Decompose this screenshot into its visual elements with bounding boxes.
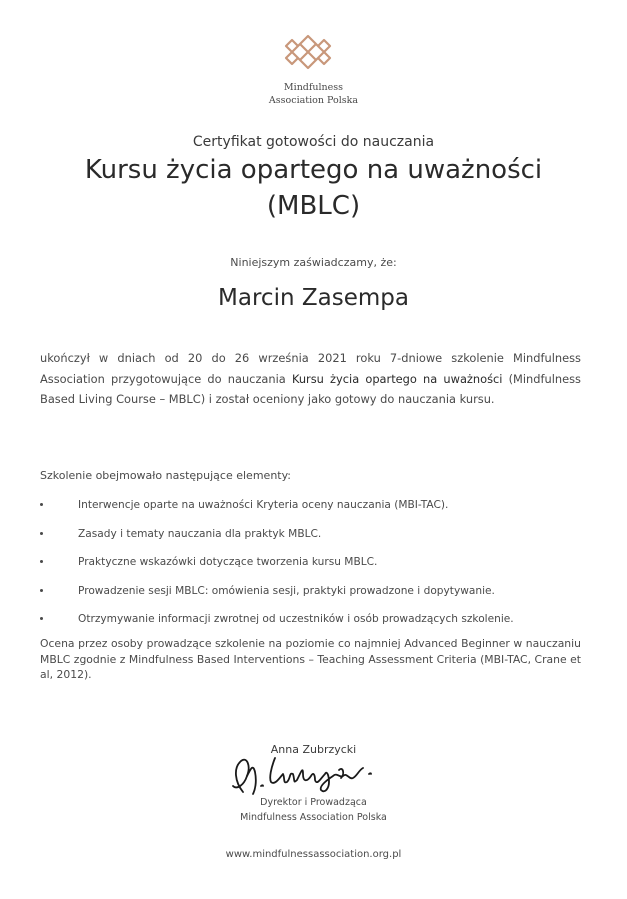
certificate-subtitle: Certyfikat gotowości do nauczania xyxy=(192,134,435,150)
org-name-line1: Mindfulness xyxy=(283,82,344,93)
signer-name: Anna Zubrzycki xyxy=(270,743,357,756)
org-name-line2: Association Polska xyxy=(268,95,359,106)
bullet-dot-icon xyxy=(40,503,43,506)
bullet-dot-icon xyxy=(40,589,43,592)
bullet-dot-icon xyxy=(40,560,43,563)
organization-name xyxy=(0,81,627,107)
list-item-text: Otrzymywanie informacji zwrotnej od uczestników i osób prowadzących szkolenie. xyxy=(78,613,514,625)
certify-text: Niniejszym zaświadczamy, że: xyxy=(230,256,397,269)
curriculum-intro: Szkolenie obejmowało następujące elementy: xyxy=(40,469,292,482)
curriculum-list xyxy=(40,496,600,639)
completion-paragraph xyxy=(40,348,581,410)
list-item-text: Prowadzenie sesji MBLC: omówienia sesji, praktyki prowadzone i dopytywanie. xyxy=(78,584,495,597)
list-item xyxy=(40,582,600,611)
list-item xyxy=(40,610,600,639)
course-title-line1: Kursu życia opartego na uważności xyxy=(84,155,543,185)
completion-text-end: (Mindfulness Based Living Course – MBLC) i został oceniony jako gotowy do nauczania kursu. xyxy=(40,371,581,406)
role-line1: Dyrektor i Prowadząca xyxy=(260,797,367,808)
list-item xyxy=(40,525,600,554)
bullet-dot-icon xyxy=(40,617,43,620)
bullet-dot-icon xyxy=(40,532,43,535)
role-line2: Mindfulness Association Polska xyxy=(240,812,387,823)
signer-role xyxy=(0,795,627,825)
assessment-paragraph: Ocena przez osoby prowadzące szkolenie na poziomie co najmniej Advanced Beginner w nauczaniu MBLC zgodnie z Mindfulness Based Interventions – Teaching Assessment Criteria (MBI-TAC, Crane et al, 2012). xyxy=(40,637,581,681)
recipient-name: Marcin Zasempa xyxy=(218,285,409,311)
website-url: www.mindfulnessassociation.org.pl xyxy=(225,849,402,860)
knot-logo-icon xyxy=(282,34,334,74)
list-item xyxy=(40,553,600,582)
list-item-text: Zasady i tematy nauczania dla praktyk MBLC. xyxy=(78,527,322,540)
course-name-emphasis: Kursu życia opartego na uważności xyxy=(291,371,503,386)
handwritten-signature xyxy=(225,752,400,798)
list-item-text: Praktyczne wskazówki dotyczące tworzenia kursu MBLC. xyxy=(78,556,378,568)
course-title xyxy=(40,152,587,224)
list-item-text: Interwencje oparte na uważności Kryteria oceny nauczania (MBI-TAC). xyxy=(78,499,449,511)
completion-text-start: ukończył w dniach od 20 do 26 września 2021 roku 7-dniowe szkolenie Mindfulness Association przygotowujące do nauczania xyxy=(40,351,581,386)
course-title-line2: (MBLC) xyxy=(266,191,361,221)
list-item xyxy=(40,496,600,525)
